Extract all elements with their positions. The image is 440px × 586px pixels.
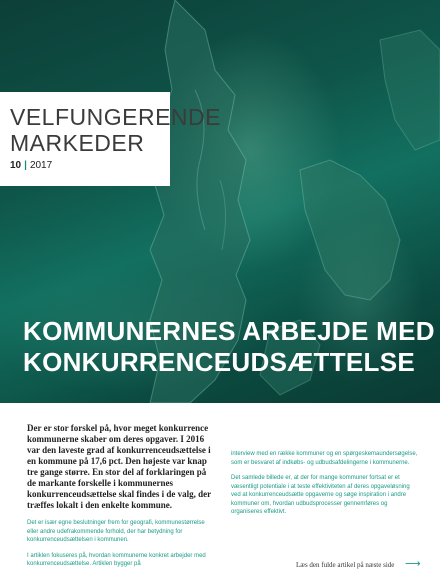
article-column-right bbox=[231, 450, 419, 524]
article-headline bbox=[23, 316, 435, 378]
arrow-right-icon[interactable]: ⟶ bbox=[405, 557, 421, 570]
headline-line2: KONKURRENCEUDSÆTTELSE bbox=[23, 347, 415, 377]
article-paragraph: interview med en række kommuner og en spørgeskemaundersøgelse, som er besvaret af indkøbs- og udbudsafdelingerne i kommunerne. bbox=[231, 451, 418, 466]
issue-number: 10 bbox=[10, 160, 22, 171]
publication-title-line2: MARKEDER bbox=[10, 130, 145, 156]
issue-year: 2017 bbox=[29, 160, 53, 171]
read-more-link[interactable]: Læs den fulde artikel på næste side bbox=[296, 561, 395, 569]
article-lead: Der er stor forskel på, hvor meget konkurrence kommunerne skaber om deres opgaver. I 2016 var den laveste grad af konkurrenceudsættelse i en kommune på 17,6 pct. Den højeste var knap tre gange større. En stor del af forklaringen på de markante forskelle i kommunernes konkurrenceudsættelse skal findes i de valg, der træffes lokalt i den enkelte kommune. bbox=[27, 423, 211, 510]
publication-title-line1: VELFUNGERENDE bbox=[10, 104, 221, 130]
issue-separator: | bbox=[24, 160, 27, 171]
article-column-left bbox=[27, 423, 215, 569]
headline-line1: KOMMUNERNES ARBEJDE MED bbox=[23, 316, 435, 346]
article-paragraph: Det er især egne beslutninger frem for geografi, kommunestørrelse eller andre udefrakommende forhold, der har betydning for konkurrenceudsættelsen i kommunen. bbox=[27, 520, 205, 543]
issue-label bbox=[10, 160, 52, 171]
article-paragraph: Det samlede billede er, at der for mange kommuner fortsat er et væsentligt potentiale i at teste effektiviteten af deres opgaveløsning ved at konkurrenceudsætte opgaverne og søge inspiration i andre kommuner om, hvordan udbudsprocesser gennemføres og organiseres effektivt. bbox=[231, 475, 410, 515]
article-paragraph: I artiklen fokuseres på, hvordan kommunerne konkret arbejder med konkurrenceudsættelse. Artiklen bygger på bbox=[27, 552, 206, 567]
publication-title-box bbox=[0, 92, 221, 186]
